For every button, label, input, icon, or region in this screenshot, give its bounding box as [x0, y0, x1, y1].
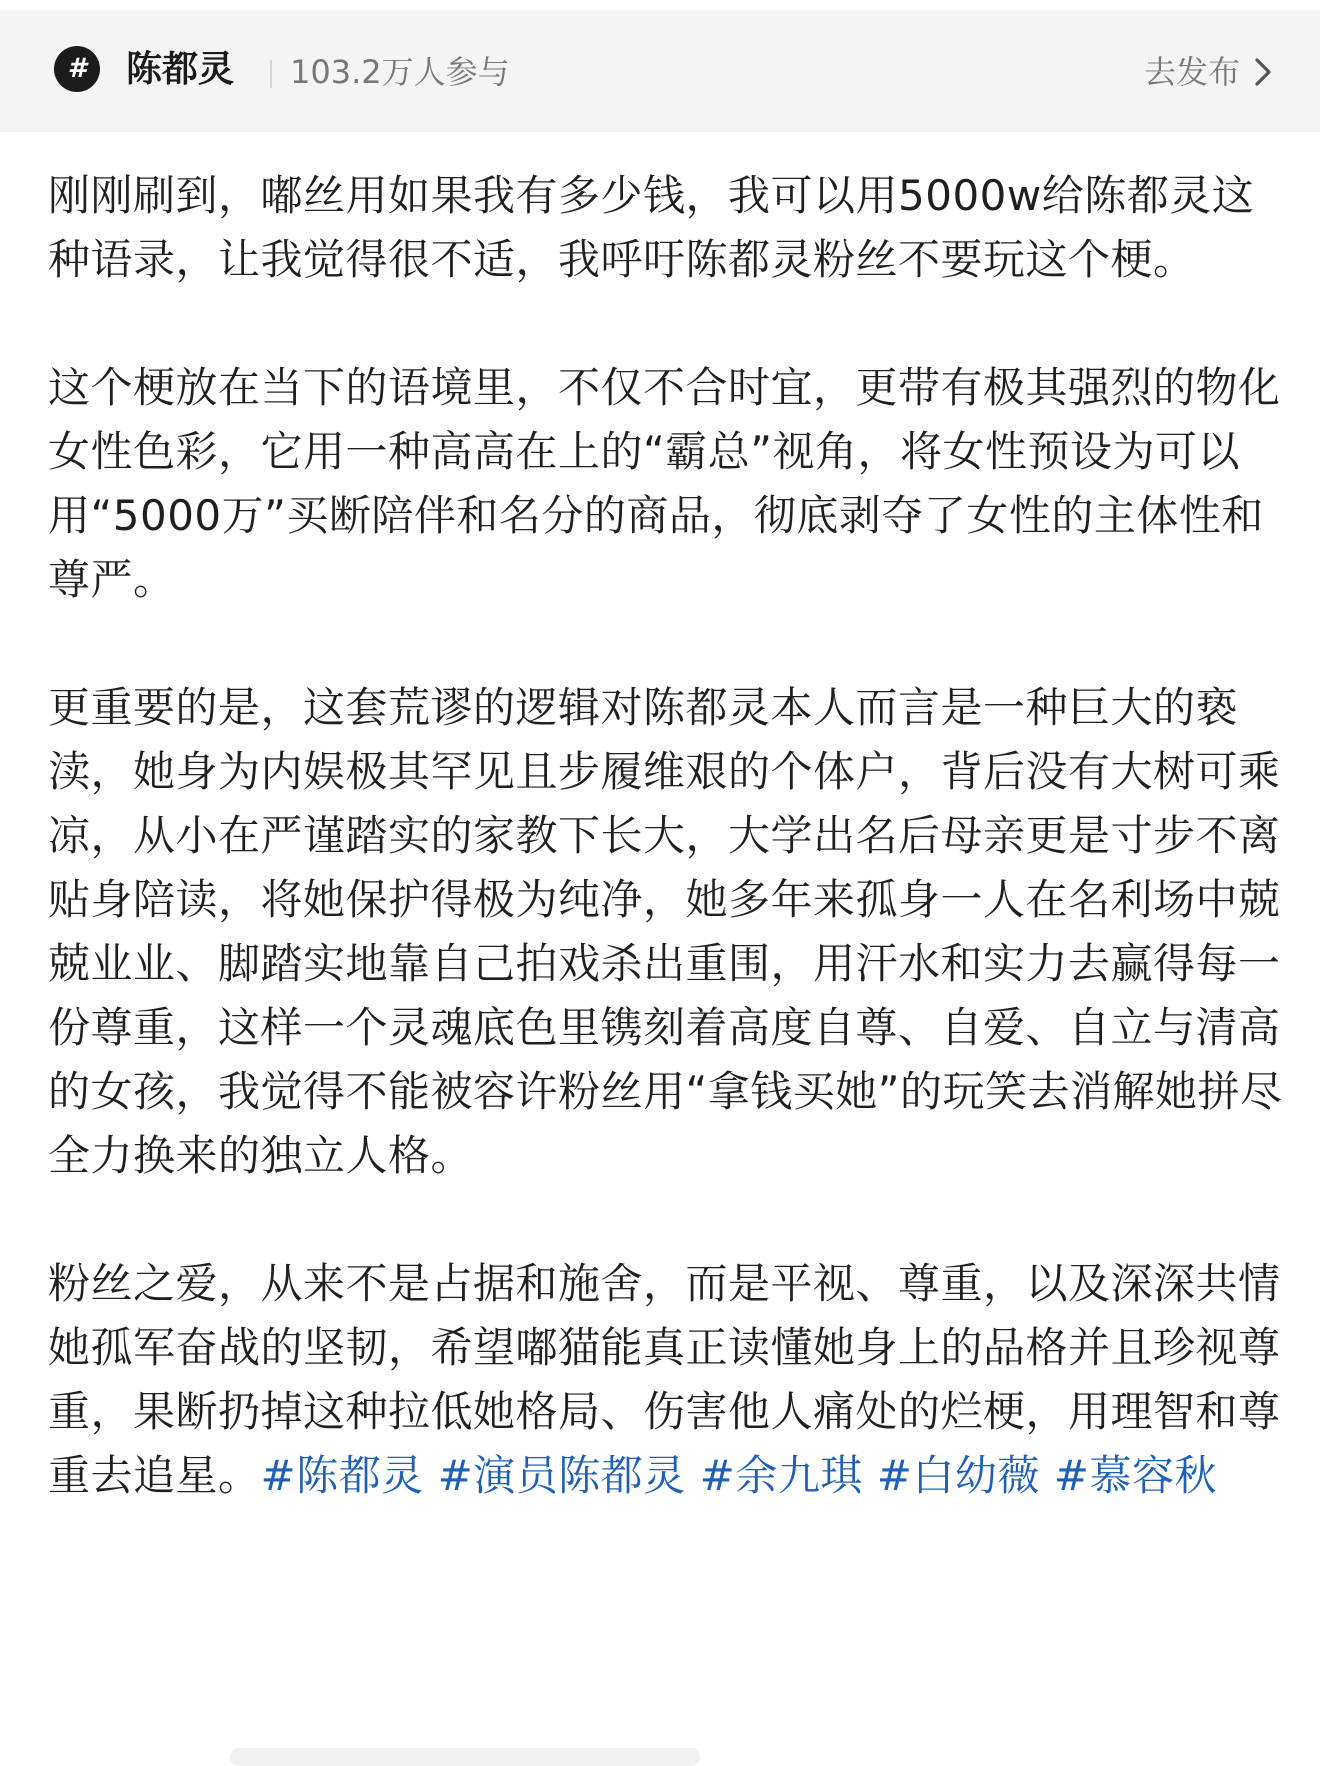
topic-header[interactable]	[0, 10, 1320, 132]
chevron-right-icon	[1252, 56, 1274, 88]
participant-count: 103.2万人参与	[290, 53, 510, 91]
hashtag-icon: #	[54, 46, 100, 92]
post-paragraph-4-text: 粉丝之爱，从来不是占据和施舍，而是平视、尊重，以及深深共情她孤军奋战的坚韧，希望嘟猫能真正读懂她身上的品格并且珍视尊重，果断扔掉这种拉低她格局、伤害他人痛处的烂梗，用理智和尊重去追星。	[48, 1259, 1281, 1500]
hashtag-link[interactable]: #余九琪	[699, 1451, 863, 1500]
hashtag-link[interactable]: #白幼薇	[876, 1451, 1040, 1500]
hashtag-link[interactable]: #慕容秋	[1053, 1451, 1217, 1500]
divider	[270, 60, 272, 88]
publish-label: 去发布	[1143, 53, 1240, 91]
hashtag-link[interactable]: #陈都灵	[260, 1451, 424, 1500]
hashtag-link[interactable]: #演员陈都灵	[437, 1451, 686, 1500]
post-content	[48, 164, 1288, 1508]
post-paragraph-1: 刚刚刷到，嘟丝用如果我有多少钱，我可以用5000w给陈都灵这种语录，让我觉得很不适，我呼吁陈都灵粉丝不要玩这个梗。	[48, 171, 1255, 284]
post-paragraph-4	[48, 1252, 1288, 1508]
publish-button[interactable]	[1144, 52, 1274, 92]
bottom-bar-edge	[230, 1748, 700, 1766]
topic-title[interactable]: 陈都灵	[126, 49, 235, 90]
post-paragraph-3: 更重要的是，这套荒谬的逻辑对陈都灵本人而言是一种巨大的亵渎，她身为内娱极其罕见且步履维艰的个体户，背后没有大树可乘凉，从小在严谨踏实的家教下长大，大学出名后母亲更是寸步不离贴身陪读，将她保护得极为纯净，她多年来孤身一人在名利场中兢兢业业、脚踏实地靠自己拍戏杀出重围，用汗水和实力去赢得每一份尊重，这样一个灵魂底色里镌刻着高度自尊、自爱、自立与清高的女孩，我觉得不能被容许粉丝用“拿钱买她”的玩笑去消解她拼尽全力换来的独立人格。	[48, 683, 1283, 1180]
post-paragraph-2: 这个梗放在当下的语境里，不仅不合时宜，更带有极其强烈的物化女性色彩，它用一种高高在上的“霸总”视角，将女性预设为可以用“5000万”买断陪伴和名分的商品，彻底剥夺了女性的主体性和尊严。	[48, 363, 1281, 604]
